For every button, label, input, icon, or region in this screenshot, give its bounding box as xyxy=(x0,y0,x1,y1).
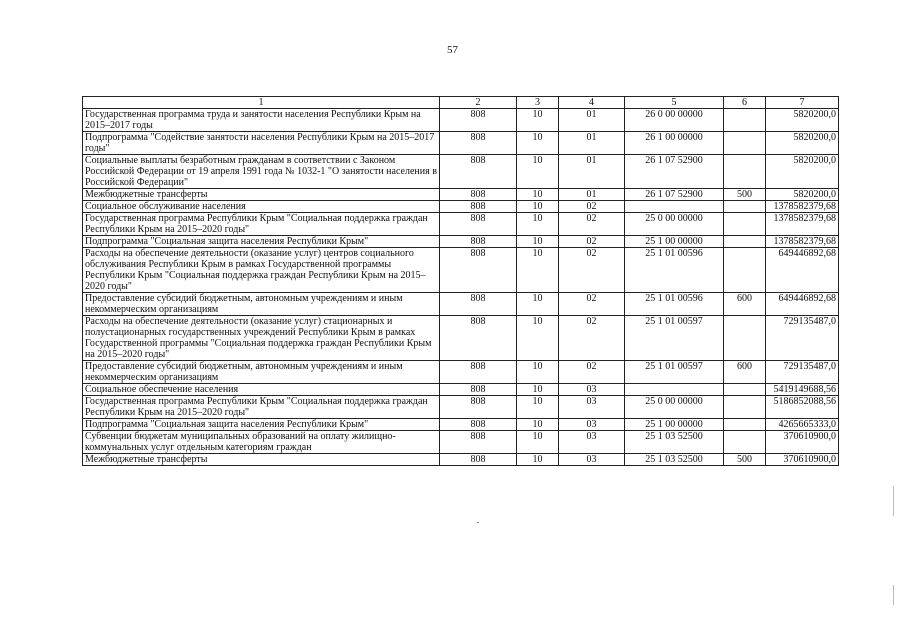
row-code-col5: 25 1 00 00000 xyxy=(625,419,724,431)
table-row xyxy=(83,454,839,466)
row-code-col2: 808 xyxy=(440,132,517,155)
row-code-col4: 03 xyxy=(559,454,625,466)
row-code-col3: 10 xyxy=(517,361,559,384)
row-code-col3: 10 xyxy=(517,189,559,201)
row-code-col2: 808 xyxy=(440,454,517,466)
row-code-col3: 10 xyxy=(517,396,559,419)
row-code-col3: 10 xyxy=(517,155,559,189)
row-name-cell: Государственная программа Республики Крым "Социальная поддержка граждан Республики Крым на 2015–2020 годы" xyxy=(83,396,440,419)
row-name-cell: Государственная программа Республики Крым "Социальная поддержка граждан Республики Крым на 2015–2020 годы" xyxy=(83,213,440,236)
row-code-col3: 10 xyxy=(517,316,559,361)
table-row xyxy=(83,132,839,155)
row-code-col3: 10 xyxy=(517,248,559,293)
row-code-col4: 01 xyxy=(559,132,625,155)
row-amount-cell: 5820200,0 xyxy=(766,189,839,201)
row-amount-cell: 729135487,0 xyxy=(766,361,839,384)
row-amount-cell: 1378582379,68 xyxy=(766,236,839,248)
row-code-col3: 10 xyxy=(517,236,559,248)
row-amount-cell: 4265665333,0 xyxy=(766,419,839,431)
row-code-col2: 808 xyxy=(440,189,517,201)
row-code-col3: 10 xyxy=(517,109,559,132)
row-code-col2: 808 xyxy=(440,293,517,316)
row-name-cell: Межбюджетные трансферты xyxy=(83,454,440,466)
row-code-col6 xyxy=(724,384,766,396)
row-code-col4: 02 xyxy=(559,201,625,213)
row-code-col6: 500 xyxy=(724,454,766,466)
row-code-col5: 25 1 01 00597 xyxy=(625,316,724,361)
column-header-5: 5 xyxy=(625,97,724,109)
table-row xyxy=(83,361,839,384)
scan-edge-mark xyxy=(893,585,894,605)
row-code-col2: 808 xyxy=(440,201,517,213)
row-code-col2: 808 xyxy=(440,396,517,419)
row-code-col5: 25 1 03 52500 xyxy=(625,431,724,454)
row-code-col2: 808 xyxy=(440,213,517,236)
row-code-col2: 808 xyxy=(440,236,517,248)
row-code-col6: 600 xyxy=(724,361,766,384)
table-row xyxy=(83,109,839,132)
table-header xyxy=(83,97,839,109)
row-code-col3: 10 xyxy=(517,431,559,454)
row-code-col6 xyxy=(724,248,766,293)
table-row xyxy=(83,419,839,431)
row-amount-cell: 649446892,68 xyxy=(766,293,839,316)
row-code-col6 xyxy=(724,155,766,189)
row-amount-cell: 5820200,0 xyxy=(766,109,839,132)
table-row xyxy=(83,396,839,419)
row-code-col2: 808 xyxy=(440,431,517,454)
row-code-col4: 02 xyxy=(559,361,625,384)
row-code-col6 xyxy=(724,419,766,431)
row-code-col6: 500 xyxy=(724,189,766,201)
row-code-col4: 02 xyxy=(559,316,625,361)
row-name-cell: Расходы на обеспечение деятельности (оказание услуг) стационарных и полустационарных государственных учреждений Республики Крым в рамках Государственной программы "Социальная поддержка граждан Республики Крым на 2015–2020 годы" xyxy=(83,316,440,361)
row-name-cell: Межбюджетные трансферты xyxy=(83,189,440,201)
row-code-col6 xyxy=(724,316,766,361)
table-row xyxy=(83,236,839,248)
row-code-col5: 26 1 07 52900 xyxy=(625,155,724,189)
row-amount-cell: 5820200,0 xyxy=(766,132,839,155)
row-code-col4: 02 xyxy=(559,236,625,248)
row-code-col4: 03 xyxy=(559,431,625,454)
column-header-7: 7 xyxy=(766,97,839,109)
table-row xyxy=(83,248,839,293)
table-row xyxy=(83,293,839,316)
row-code-col6 xyxy=(724,132,766,155)
header-row xyxy=(83,97,839,109)
row-code-col3: 10 xyxy=(517,293,559,316)
row-code-col5: 25 0 00 00000 xyxy=(625,396,724,419)
row-code-col5: 25 1 01 00596 xyxy=(625,293,724,316)
row-amount-cell: 370610900,0 xyxy=(766,431,839,454)
row-amount-cell: 649446892,68 xyxy=(766,248,839,293)
column-header-2: 2 xyxy=(440,97,517,109)
row-code-col4: 03 xyxy=(559,396,625,419)
row-code-col5: 25 0 00 00000 xyxy=(625,213,724,236)
row-code-col6: 600 xyxy=(724,293,766,316)
row-code-col2: 808 xyxy=(440,155,517,189)
row-amount-cell: 5820200,0 xyxy=(766,155,839,189)
row-code-col5: 25 1 01 00596 xyxy=(625,248,724,293)
row-code-col4: 01 xyxy=(559,189,625,201)
table-row xyxy=(83,155,839,189)
row-code-col6 xyxy=(724,431,766,454)
table-body xyxy=(83,109,839,466)
column-header-1: 1 xyxy=(83,97,440,109)
scan-edge-mark xyxy=(893,486,894,516)
row-name-cell: Социальное обеспечение населения xyxy=(83,384,440,396)
row-code-col3: 10 xyxy=(517,132,559,155)
row-code-col2: 808 xyxy=(440,419,517,431)
row-code-col2: 808 xyxy=(440,316,517,361)
row-code-col5: 26 1 07 52900 xyxy=(625,189,724,201)
row-code-col5: 26 1 00 00000 xyxy=(625,132,724,155)
row-code-col5 xyxy=(625,201,724,213)
row-code-col3: 10 xyxy=(517,201,559,213)
row-code-col6 xyxy=(724,213,766,236)
table-row xyxy=(83,213,839,236)
row-code-col5: 26 0 00 00000 xyxy=(625,109,724,132)
row-code-col4: 02 xyxy=(559,293,625,316)
row-code-col5: 25 1 03 52500 xyxy=(625,454,724,466)
row-name-cell: Подпрограмма "Социальная защита населения Республики Крым" xyxy=(83,236,440,248)
row-code-col4: 03 xyxy=(559,419,625,431)
row-amount-cell: 1378582379,68 xyxy=(766,213,839,236)
column-header-4: 4 xyxy=(559,97,625,109)
row-code-col2: 808 xyxy=(440,109,517,132)
row-code-col3: 10 xyxy=(517,213,559,236)
row-amount-cell: 729135487,0 xyxy=(766,316,839,361)
table-row xyxy=(83,431,839,454)
row-name-cell: Социальное обслуживание населения xyxy=(83,201,440,213)
column-header-6: 6 xyxy=(724,97,766,109)
row-code-col3: 10 xyxy=(517,454,559,466)
row-code-col4: 02 xyxy=(559,248,625,293)
row-code-col5: 25 1 01 00597 xyxy=(625,361,724,384)
row-code-col4: 01 xyxy=(559,155,625,189)
budget-table xyxy=(82,96,839,466)
row-name-cell: Субвенции бюджетам муниципальных образований на оплату жилищно-коммунальных услуг отдельным категориям граждан xyxy=(83,431,440,454)
row-code-col5: 25 1 00 00000 xyxy=(625,236,724,248)
row-name-cell: Государственная программа труда и занятости населения Республики Крым на 2015–2017 годы xyxy=(83,109,440,132)
row-code-col4: 03 xyxy=(559,384,625,396)
row-amount-cell: 5186852088,56 xyxy=(766,396,839,419)
row-code-col2: 808 xyxy=(440,248,517,293)
row-code-col3: 10 xyxy=(517,384,559,396)
row-code-col2: 808 xyxy=(440,361,517,384)
table-row xyxy=(83,384,839,396)
row-name-cell: Предоставление субсидий бюджетным, автономным учреждениям и иным некоммерческим организациям xyxy=(83,293,440,316)
row-amount-cell: 1378582379,68 xyxy=(766,201,839,213)
row-amount-cell: 370610900,0 xyxy=(766,454,839,466)
table-row xyxy=(83,189,839,201)
row-name-cell: Социальные выплаты безработным гражданам в соответствии с Законом Российской Федерации от 19 апреля 1991 года № 1032-1 "О занятости населения в Российской Федерации" xyxy=(83,155,440,189)
row-code-col5 xyxy=(625,384,724,396)
table-row xyxy=(83,316,839,361)
row-name-cell: Подпрограмма "Социальная защита населения Республики Крым" xyxy=(83,419,440,431)
row-code-col6 xyxy=(724,201,766,213)
table-row xyxy=(83,201,839,213)
row-code-col4: 02 xyxy=(559,213,625,236)
page-number: 57 xyxy=(447,44,458,56)
row-amount-cell: 5419149688,56 xyxy=(766,384,839,396)
row-code-col6 xyxy=(724,396,766,419)
row-name-cell: Расходы на обеспечение деятельности (оказание услуг) центров социального обслуживания Республики Крым в рамках Государственной программы Республики Крым "Социальная поддержка граждан Республики Крым на 2015–2020 годы" xyxy=(83,248,440,293)
row-code-col6 xyxy=(724,236,766,248)
row-code-col6 xyxy=(724,109,766,132)
column-header-3: 3 xyxy=(517,97,559,109)
row-code-col3: 10 xyxy=(517,419,559,431)
row-code-col4: 01 xyxy=(559,109,625,132)
row-code-col2: 808 xyxy=(440,384,517,396)
row-name-cell: Подпрограмма "Содействие занятости населения Республики Крым на 2015–2017 годы" xyxy=(83,132,440,155)
stray-mark xyxy=(477,522,479,523)
row-name-cell: Предоставление субсидий бюджетным, автономным учреждениям и иным некоммерческим организациям xyxy=(83,361,440,384)
